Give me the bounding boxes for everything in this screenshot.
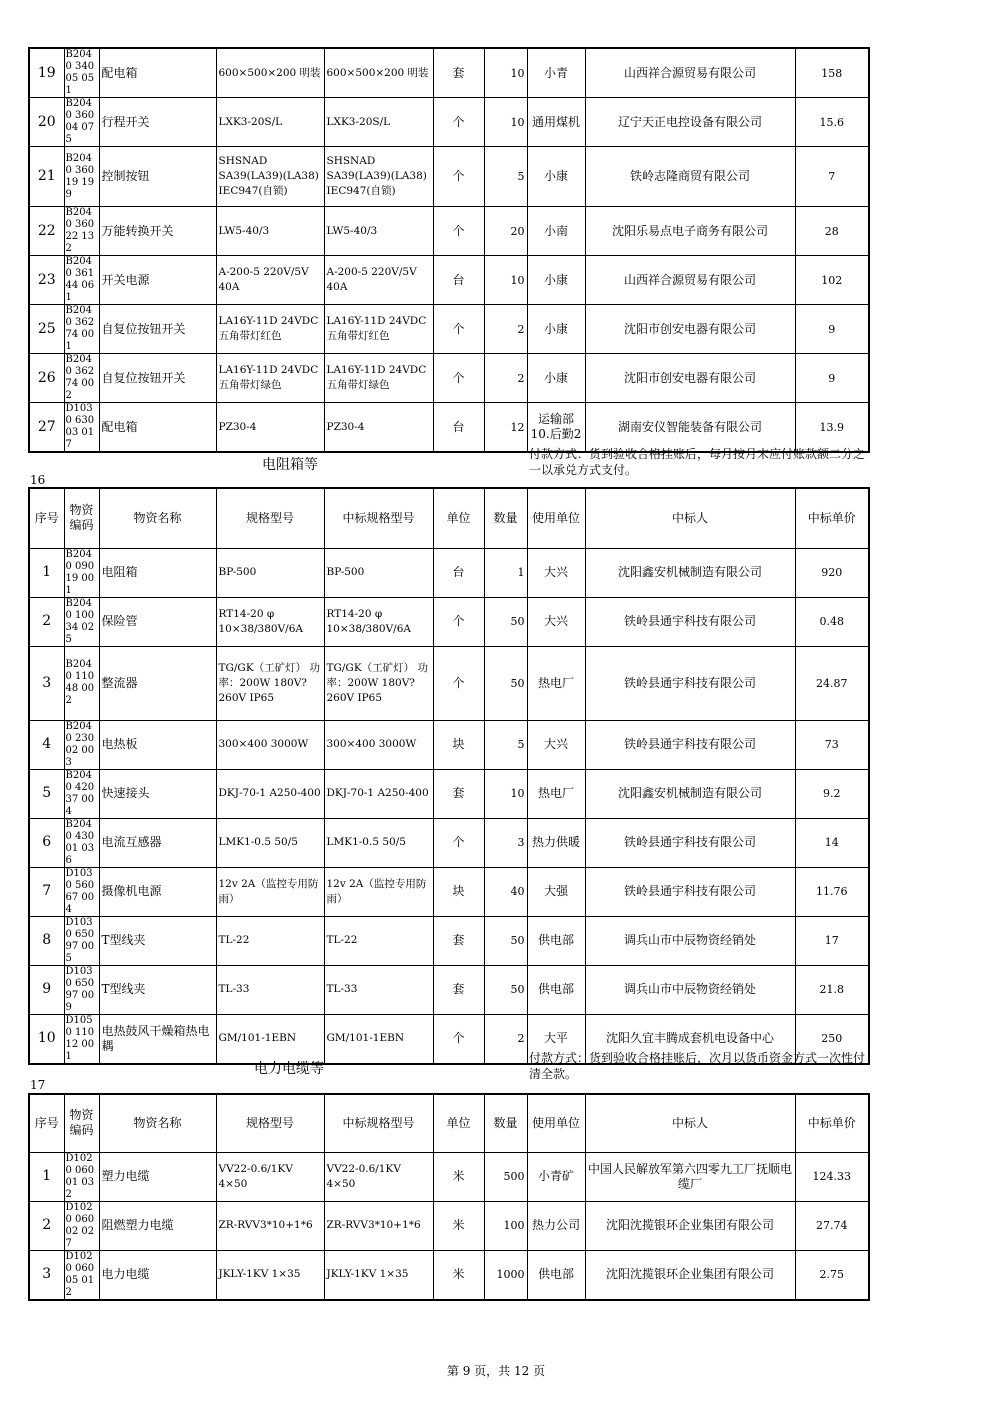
cell-code: B2040 43001 036 <box>64 818 99 867</box>
cell-unit: 个 <box>433 818 484 867</box>
cell-spec: TG/GK（工矿灯） 功率：200W 180V?260V IP65 <box>216 646 324 720</box>
header-price: 中标单价 <box>795 1094 869 1152</box>
header-name: 物资名称 <box>99 1094 216 1152</box>
cell-winner: 调兵山市中辰物资经销处 <box>585 965 795 1014</box>
table-continued <box>28 47 870 453</box>
cell-user: 小康 <box>527 305 585 354</box>
cell-price: 15.6 <box>795 98 869 147</box>
cell-qty: 12 <box>484 403 527 453</box>
cell-qty: 2 <box>484 305 527 354</box>
section-title: 电阻箱等 <box>262 457 318 473</box>
table-row <box>29 1152 869 1201</box>
cell-user: 小南 <box>527 207 585 256</box>
cell-seq: 2 <box>29 597 64 646</box>
cell-spec: LA16Y-11D 24VDC 五角带灯绿色 <box>216 354 324 403</box>
cell-spec: ZR-RVV3*10+1*6 <box>216 1201 324 1250</box>
header-row <box>29 1094 869 1152</box>
cell-name: 控制按钮 <box>99 147 216 207</box>
cell-winner: 沈阳鑫安机械制造有限公司 <box>585 548 795 597</box>
cell-spec: 300×400 3000W <box>216 720 324 769</box>
cell-seq: 1 <box>29 1152 64 1201</box>
table-row <box>29 1250 869 1300</box>
cell-unit: 台 <box>433 403 484 453</box>
cell-seq: 5 <box>29 769 64 818</box>
cell-name: 阻燃塑力电缆 <box>99 1201 216 1250</box>
cell-seq: 26 <box>29 354 64 403</box>
cell-qty: 50 <box>484 597 527 646</box>
table-row <box>29 769 869 818</box>
cell-winner: 铁岭县通宇科技有限公司 <box>585 597 795 646</box>
cell-seq: 6 <box>29 818 64 867</box>
cell-seq: 19 <box>29 48 64 98</box>
cell-price: 11.76 <box>795 867 869 916</box>
cell-name: 自复位按钮开关 <box>99 354 216 403</box>
cell-price: 24.87 <box>795 646 869 720</box>
table-row <box>29 818 869 867</box>
cell-name: 配电箱 <box>99 48 216 98</box>
cell-bid-spec: TL-33 <box>324 965 433 1014</box>
cell-price: 28 <box>795 207 869 256</box>
header-spec: 规格型号 <box>216 1094 324 1152</box>
cell-winner: 沈阳沈揽银环企业集团有限公司 <box>585 1250 795 1300</box>
cell-bid-spec: LXK3-20S/L <box>324 98 433 147</box>
payment-terms: 付款方式：货到验收合格挂账后，每月按月末应付账款额二分之一以承兑方式支付。 <box>529 447 866 477</box>
cell-name: 开关电源 <box>99 256 216 305</box>
cell-unit: 米 <box>433 1152 484 1201</box>
cell-bid-spec: A-200-5 220V/5V 40A <box>324 256 433 305</box>
cell-seq: 9 <box>29 965 64 1014</box>
cell-code: B2040 34005 051 <box>64 48 99 98</box>
table-row <box>29 147 869 207</box>
table-row <box>29 720 869 769</box>
cell-user: 热力公司 <box>527 1201 585 1250</box>
cell-bid-spec: 12v 2A（监控专用防雨） <box>324 867 433 916</box>
table-row <box>29 403 869 453</box>
section-number: 17 <box>30 1078 46 1092</box>
cell-spec: 12v 2A（监控专用防雨） <box>216 867 324 916</box>
cell-qty: 10 <box>484 48 527 98</box>
table-row <box>29 354 869 403</box>
cell-winner: 湖南安仪智能装备有限公司 <box>585 403 795 453</box>
cell-code: B2040 36274 002 <box>64 354 99 403</box>
cell-name: T型线夹 <box>99 916 216 965</box>
cell-bid-spec: JKLY-1KV 1×35 <box>324 1250 433 1300</box>
cell-user: 热力供暖 <box>527 818 585 867</box>
cell-code: D1020 06002 027 <box>64 1201 99 1250</box>
cell-price: 9.2 <box>795 769 869 818</box>
cell-seq: 3 <box>29 646 64 720</box>
cell-price: 158 <box>795 48 869 98</box>
header-price: 中标单价 <box>795 488 869 548</box>
cell-unit: 米 <box>433 1250 484 1300</box>
cell-user: 小康 <box>527 354 585 403</box>
cell-price: 0.48 <box>795 597 869 646</box>
table-row <box>29 207 869 256</box>
cell-winner: 沈阳市创安电器有限公司 <box>585 354 795 403</box>
cell-name: 电阻箱 <box>99 548 216 597</box>
header-code: 物资编码 <box>64 1094 99 1152</box>
header-code: 物资编码 <box>64 488 99 548</box>
cell-spec: PZ30-4 <box>216 403 324 453</box>
cell-qty: 10 <box>484 98 527 147</box>
cell-user: 大平 <box>527 1014 585 1064</box>
header-unit: 单位 <box>433 1094 484 1152</box>
cell-user: 大强 <box>527 867 585 916</box>
cell-code: D1030 56067 004 <box>64 867 99 916</box>
cell-bid-spec: BP-500 <box>324 548 433 597</box>
cell-bid-spec: 600×500×200 明装 <box>324 48 433 98</box>
cell-code: D1020 06005 012 <box>64 1250 99 1300</box>
cell-winner: 调兵山市中辰物资经销处 <box>585 916 795 965</box>
cell-spec: LXK3-20S/L <box>216 98 324 147</box>
cell-qty: 50 <box>484 916 527 965</box>
cell-user: 大兴 <box>527 720 585 769</box>
cell-spec: SHSNAD SA39(LA39)(LA38) IEC947(自锁) <box>216 147 324 207</box>
cell-winner: 铁岭县通宇科技有限公司 <box>585 720 795 769</box>
cell-bid-spec: 300×400 3000W <box>324 720 433 769</box>
cell-user: 供电部 <box>527 965 585 1014</box>
cell-code: D1030 65097 005 <box>64 916 99 965</box>
cell-unit: 个 <box>433 305 484 354</box>
cell-spec: LMK1-0.5 50/5 <box>216 818 324 867</box>
cell-winner: 铁岭志隆商贸有限公司 <box>585 147 795 207</box>
cell-name: 行程开关 <box>99 98 216 147</box>
cell-name: 保险管 <box>99 597 216 646</box>
cell-unit: 米 <box>433 1201 484 1250</box>
cell-unit: 套 <box>433 916 484 965</box>
cell-seq: 22 <box>29 207 64 256</box>
cell-price: 9 <box>795 354 869 403</box>
cell-qty: 3 <box>484 818 527 867</box>
cell-name: 万能转换开关 <box>99 207 216 256</box>
cell-bid-spec: ZR-RVV3*10+1*6 <box>324 1201 433 1250</box>
cell-qty: 1 <box>484 548 527 597</box>
cell-code: B2040 10034 025 <box>64 597 99 646</box>
cell-seq: 8 <box>29 916 64 965</box>
cell-price: 14 <box>795 818 869 867</box>
cell-seq: 3 <box>29 1250 64 1300</box>
cell-winner: 铁岭县通宇科技有限公司 <box>585 646 795 720</box>
cell-qty: 20 <box>484 207 527 256</box>
cell-unit: 个 <box>433 597 484 646</box>
cell-seq: 27 <box>29 403 64 453</box>
cell-qty: 10 <box>484 256 527 305</box>
cell-unit: 套 <box>433 48 484 98</box>
cell-spec: JKLY-1KV 1×35 <box>216 1250 324 1300</box>
header-winner: 中标人 <box>585 1094 795 1152</box>
cell-price: 920 <box>795 548 869 597</box>
page-footer: 第 9 页，共 12 页 <box>446 1364 546 1378</box>
cell-qty: 50 <box>484 965 527 1014</box>
cell-qty: 2 <box>484 1014 527 1064</box>
table-row <box>29 916 869 965</box>
cell-qty: 1000 <box>484 1250 527 1300</box>
cell-seq: 23 <box>29 256 64 305</box>
table-row <box>29 256 869 305</box>
header-qty: 数量 <box>484 488 527 548</box>
table-row <box>29 867 869 916</box>
cell-name: 电力电缆 <box>99 1250 216 1300</box>
cell-price: 21.8 <box>795 965 869 1014</box>
cell-winner: 沈阳市创安电器有限公司 <box>585 305 795 354</box>
cell-price: 17 <box>795 916 869 965</box>
cell-spec: LW5-40/3 <box>216 207 324 256</box>
cell-unit: 台 <box>433 256 484 305</box>
table-section-16 <box>28 487 870 1065</box>
cell-unit: 个 <box>433 207 484 256</box>
cell-code: B2040 42037 004 <box>64 769 99 818</box>
cell-user: 小康 <box>527 147 585 207</box>
cell-spec: A-200-5 220V/5V 40A <box>216 256 324 305</box>
cell-spec: 600×500×200 明装 <box>216 48 324 98</box>
cell-winner: 沈阳沈揽银环企业集团有限公司 <box>585 1201 795 1250</box>
cell-code: D1050 11012 001 <box>64 1014 99 1064</box>
table-row <box>29 646 869 720</box>
cell-user: 供电部 <box>527 916 585 965</box>
cell-code: B2040 11048 002 <box>64 646 99 720</box>
cell-spec: VV22-0.6/1KV 4×50 <box>216 1152 324 1201</box>
cell-winner: 辽宁天正电控设备有限公司 <box>585 98 795 147</box>
cell-user: 供电部 <box>527 1250 585 1300</box>
header-qty: 数量 <box>484 1094 527 1152</box>
cell-winner: 铁岭县通宇科技有限公司 <box>585 818 795 867</box>
table-row <box>29 305 869 354</box>
cell-qty: 500 <box>484 1152 527 1201</box>
cell-code: B2040 36274 001 <box>64 305 99 354</box>
cell-name: 配电箱 <box>99 403 216 453</box>
cell-seq: 25 <box>29 305 64 354</box>
cell-user: 通用煤机 <box>527 98 585 147</box>
cell-spec: BP-500 <box>216 548 324 597</box>
section-title: 电力电缆等 <box>254 1061 324 1077</box>
cell-seq: 1 <box>29 548 64 597</box>
table-row <box>29 597 869 646</box>
cell-winner: 铁岭县通宇科技有限公司 <box>585 867 795 916</box>
cell-unit: 个 <box>433 354 484 403</box>
cell-spec: TL-22 <box>216 916 324 965</box>
cell-code: D1020 06001 032 <box>64 1152 99 1201</box>
cell-unit: 个 <box>433 646 484 720</box>
header-bid-spec: 中标规格型号 <box>324 1094 433 1152</box>
cell-bid-spec: LA16Y-11D 24VDC 五角带灯绿色 <box>324 354 433 403</box>
cell-winner: 中国人民解放军第六四零九工厂抚顺电缆厂 <box>585 1152 795 1201</box>
cell-user: 小青矿 <box>527 1152 585 1201</box>
cell-spec: DKJ-70-1 A250-400 <box>216 769 324 818</box>
cell-name: 自复位按钮开关 <box>99 305 216 354</box>
cell-qty: 100 <box>484 1201 527 1250</box>
cell-seq: 20 <box>29 98 64 147</box>
cell-name: T型线夹 <box>99 965 216 1014</box>
header-user: 使用单位 <box>527 1094 585 1152</box>
cell-name: 快速接头 <box>99 769 216 818</box>
cell-user: 小康 <box>527 256 585 305</box>
table-row <box>29 1201 869 1250</box>
cell-price: 27.74 <box>795 1201 869 1250</box>
cell-bid-spec: SHSNAD SA39(LA39)(LA38) IEC947(自锁) <box>324 147 433 207</box>
cell-bid-spec: RT14-20 φ 10×38/380V/6A <box>324 597 433 646</box>
table-section-17 <box>28 1093 870 1301</box>
header-seq: 序号 <box>29 1094 64 1152</box>
cell-spec: TL-33 <box>216 965 324 1014</box>
header-spec: 规格型号 <box>216 488 324 548</box>
cell-winner: 沈阳乐易点电子商务有限公司 <box>585 207 795 256</box>
cell-spec: GM/101-1EBN <box>216 1014 324 1064</box>
cell-bid-spec: GM/101-1EBN <box>324 1014 433 1064</box>
cell-unit: 台 <box>433 548 484 597</box>
cell-code: B2040 36144 061 <box>64 256 99 305</box>
cell-bid-spec: TL-22 <box>324 916 433 965</box>
header-row <box>29 488 869 548</box>
cell-code: B2040 09019 001 <box>64 548 99 597</box>
cell-code: B2040 23002 003 <box>64 720 99 769</box>
header-bid-spec: 中标规格型号 <box>324 488 433 548</box>
cell-qty: 2 <box>484 354 527 403</box>
cell-name: 电热鼓风干燥箱热电耦 <box>99 1014 216 1064</box>
cell-bid-spec: PZ30-4 <box>324 403 433 453</box>
cell-price: 124.33 <box>795 1152 869 1201</box>
table-row <box>29 965 869 1014</box>
cell-bid-spec: LA16Y-11D 24VDC 五角带灯红色 <box>324 305 433 354</box>
cell-winner: 山西祥合源贸易有限公司 <box>585 256 795 305</box>
cell-bid-spec: LW5-40/3 <box>324 207 433 256</box>
cell-unit: 个 <box>433 98 484 147</box>
cell-code: D1030 65097 009 <box>64 965 99 1014</box>
cell-name: 塑力电缆 <box>99 1152 216 1201</box>
cell-unit: 块 <box>433 867 484 916</box>
section-number: 16 <box>30 473 46 487</box>
header-seq: 序号 <box>29 488 64 548</box>
cell-unit: 套 <box>433 769 484 818</box>
header-user: 使用单位 <box>527 488 585 548</box>
cell-winner: 沈阳久宜丰腾成套机电设备中心 <box>585 1014 795 1064</box>
cell-price: 9 <box>795 305 869 354</box>
cell-price: 250 <box>795 1014 869 1064</box>
table-row <box>29 98 869 147</box>
payment-terms: 付款方式：货到验收合格挂账后，次月以货币资金方式一次性付清全款。 <box>529 1051 866 1081</box>
table-row <box>29 48 869 98</box>
cell-name: 电热板 <box>99 720 216 769</box>
cell-price: 7 <box>795 147 869 207</box>
cell-seq: 2 <box>29 1201 64 1250</box>
cell-code: B2040 36004 075 <box>64 98 99 147</box>
cell-bid-spec: LMK1-0.5 50/5 <box>324 818 433 867</box>
cell-qty: 10 <box>484 769 527 818</box>
table-row <box>29 548 869 597</box>
cell-name: 电流互感器 <box>99 818 216 867</box>
cell-code: D1030 63003 017 <box>64 403 99 453</box>
cell-price: 73 <box>795 720 869 769</box>
cell-price: 102 <box>795 256 869 305</box>
cell-qty: 40 <box>484 867 527 916</box>
cell-user: 大兴 <box>527 548 585 597</box>
cell-bid-spec: TG/GK（工矿灯） 功率：200W 180V?260V IP65 <box>324 646 433 720</box>
cell-user: 小青 <box>527 48 585 98</box>
cell-seq: 4 <box>29 720 64 769</box>
cell-spec: RT14-20 φ 10×38/380V/6A <box>216 597 324 646</box>
cell-unit: 套 <box>433 965 484 1014</box>
header-winner: 中标人 <box>585 488 795 548</box>
cell-name: 整流器 <box>99 646 216 720</box>
cell-qty: 50 <box>484 646 527 720</box>
header-unit: 单位 <box>433 488 484 548</box>
cell-user: 热电厂 <box>527 646 585 720</box>
cell-price: 13.9 <box>795 403 869 453</box>
cell-unit: 个 <box>433 1014 484 1064</box>
cell-qty: 5 <box>484 147 527 207</box>
cell-winner: 山西祥合源贸易有限公司 <box>585 48 795 98</box>
cell-spec: LA16Y-11D 24VDC 五角带灯红色 <box>216 305 324 354</box>
cell-code: B2040 36022 132 <box>64 207 99 256</box>
cell-bid-spec: DKJ-70-1 A250-400 <box>324 769 433 818</box>
cell-user: 运输部 10.后勤2 <box>527 403 585 453</box>
cell-user: 大兴 <box>527 597 585 646</box>
cell-unit: 个 <box>433 147 484 207</box>
cell-seq: 7 <box>29 867 64 916</box>
cell-code: B2040 36019 199 <box>64 147 99 207</box>
cell-name: 摄像机电源 <box>99 867 216 916</box>
cell-bid-spec: VV22-0.6/1KV 4×50 <box>324 1152 433 1201</box>
cell-price: 2.75 <box>795 1250 869 1300</box>
cell-qty: 5 <box>484 720 527 769</box>
cell-unit: 块 <box>433 720 484 769</box>
cell-seq: 21 <box>29 147 64 207</box>
header-name: 物资名称 <box>99 488 216 548</box>
cell-seq: 10 <box>29 1014 64 1064</box>
cell-user: 热电厂 <box>527 769 585 818</box>
cell-winner: 沈阳鑫安机械制造有限公司 <box>585 769 795 818</box>
